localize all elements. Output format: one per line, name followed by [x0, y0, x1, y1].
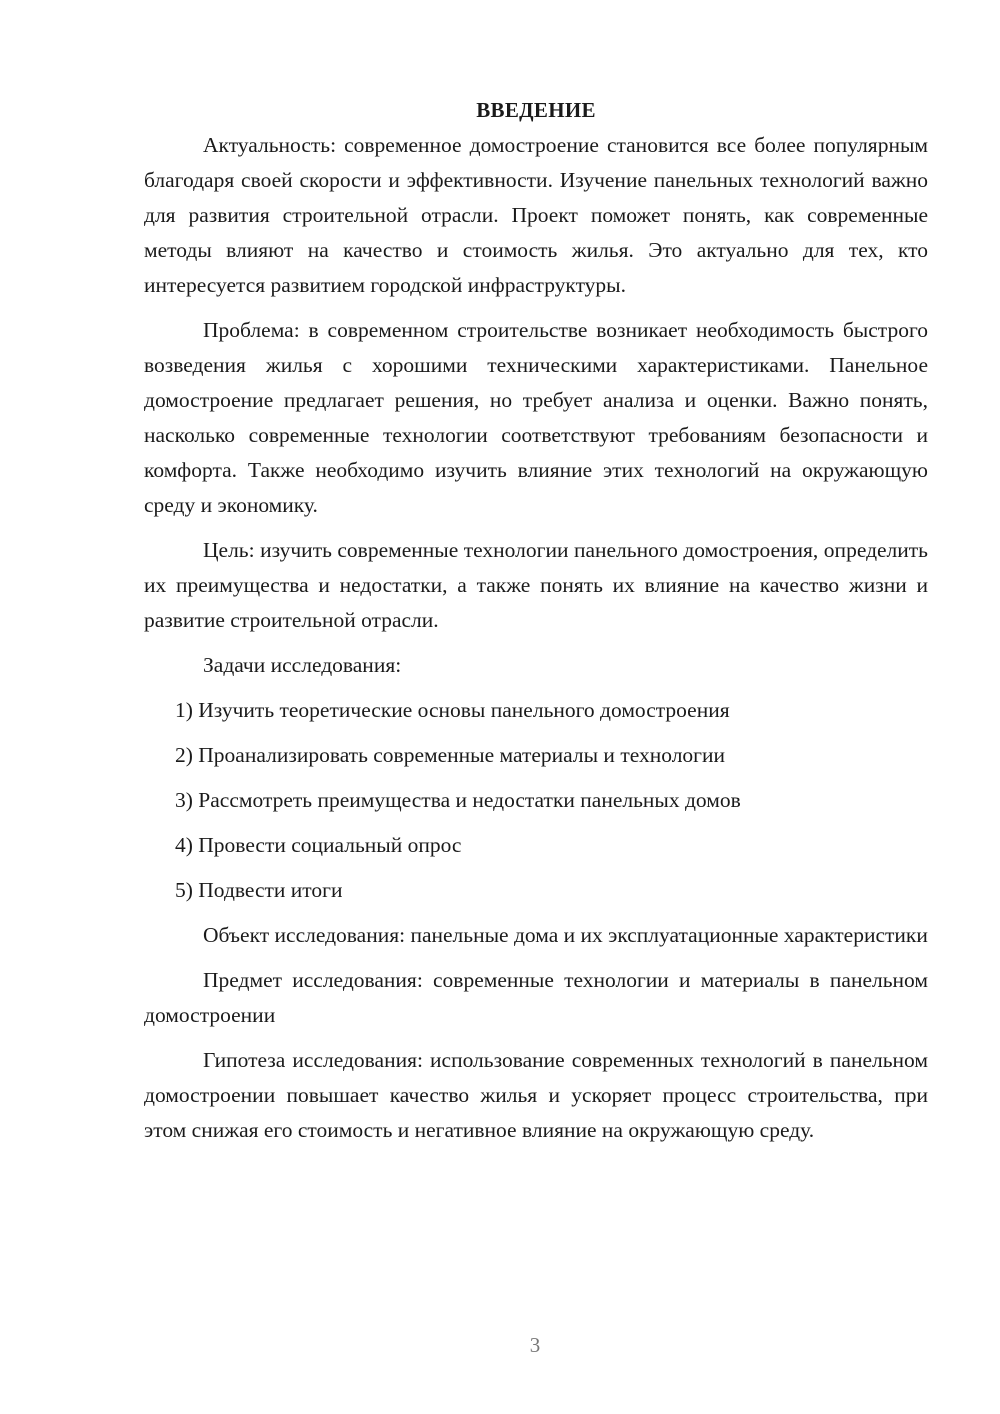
list-item: 4) Провести социальный опрос [175, 833, 462, 857]
list-item: 1) Изучить теоретические основы панельного домостроения [175, 698, 730, 722]
paragraph-hypothesis: Гипотеза исследования: использование современных технологий в панельном домостроении повышает качество жилья и ускоряет процесс строительства, при этом снижая его стоимость и негативное влияние на окружающую среду. [144, 1048, 928, 1142]
list-item: 5) Подвести итоги [175, 878, 343, 902]
tasks-heading: Задачи исследования: [203, 653, 402, 677]
paragraph-object: Объект исследования: панельные дома и их эксплуатационные характеристики [203, 923, 928, 947]
list-item: 2) Проанализировать современные материалы и технологии [175, 743, 726, 767]
paragraph-goal: Цель: изучить современные технологии панельного домостроения, определить их преимущества и недостатки, а также понять их влияние на качество жизни и развитие строительной отрасли. [144, 538, 928, 632]
list-item: 3) Рассмотреть преимущества и недостатки панельных домов [175, 788, 741, 812]
paragraph-relevance: Актуальность: современное домостроение становится все более популярным благодаря своей скорости и эффективности. Изучение панельных технологий важно для развития строительной отрасли. Проект поможет понять, как современные методы влияют на качество и стоимость жилья. Это актуально для тех, кто интересуется развитием городской инфраструктуры. [144, 133, 928, 297]
paragraph-problem: Проблема: в современном строительстве возникает необходимость быстрого возведения жилья с хорошими техническими характеристиками. Панельное домостроение предлагает решения, но требует анализа и оценки. Важно понять, насколько современные технологии соответствуют требованиям безопасности и комфорта. Также необходимо изучить влияние этих технологий на окружающую среду и экономику. [144, 318, 928, 517]
document-page [144, 94, 928, 1158]
page-title: ВВЕДЕНИЕ [476, 98, 596, 122]
tasks-list [144, 693, 928, 908]
paragraph-subject: Предмет исследования: современные технологии и материалы в панельном домостроении [144, 968, 928, 1027]
page-number: 3 [529, 1333, 541, 1357]
